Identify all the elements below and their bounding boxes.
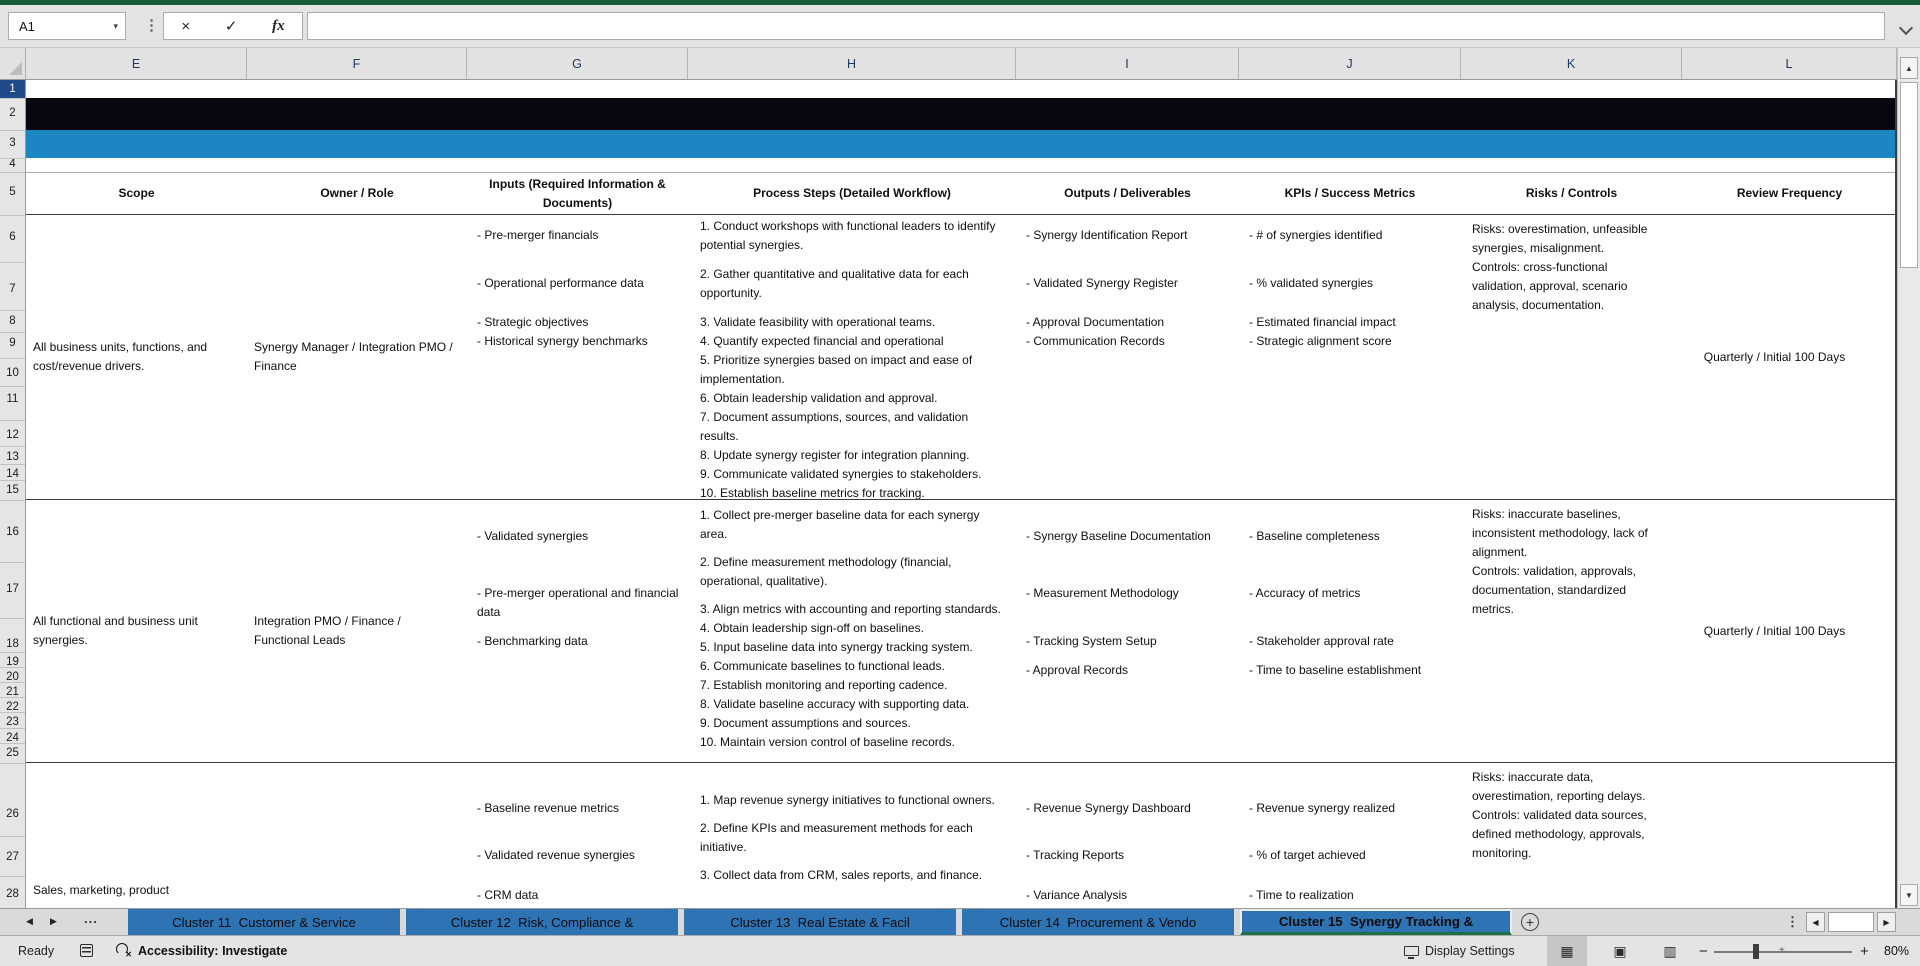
row-divider bbox=[0, 562, 25, 563]
tab-cluster-11[interactable] bbox=[128, 909, 400, 935]
row-divider bbox=[0, 158, 25, 159]
row-divider bbox=[0, 464, 25, 465]
cell-process-steps[interactable] bbox=[688, 215, 1016, 499]
status-bar bbox=[0, 935, 1920, 966]
header-cell-scope[interactable]: Scope bbox=[118, 186, 155, 200]
tabs-scroll-left-icon[interactable]: ◀ bbox=[26, 916, 33, 926]
kpi-item: - # of synergies identified bbox=[1249, 228, 1383, 242]
output-item: - Tracking Reports bbox=[1026, 848, 1125, 862]
display-settings-button[interactable] bbox=[1404, 936, 1515, 966]
controls-text: Controls: cross-functional validation, approval, scenario analysis, documentation. bbox=[1472, 260, 1628, 312]
row-header[interactable]: 7 bbox=[9, 283, 16, 295]
row-header[interactable]: 23 bbox=[6, 716, 19, 728]
header-cell-risks-controls[interactable]: Risks / Controls bbox=[1525, 186, 1618, 200]
row-header[interactable]: 2 bbox=[9, 107, 16, 119]
cell-owner-role[interactable] bbox=[247, 500, 467, 762]
row-header[interactable]: 26 bbox=[6, 808, 19, 820]
process-step: 2. Define KPIs and measurement methods for each initiative. bbox=[700, 821, 973, 854]
display-settings-label: Display Settings bbox=[1425, 944, 1515, 958]
cell-review-frequency[interactable] bbox=[1682, 215, 1897, 499]
row-divider bbox=[0, 358, 25, 359]
process-step: 10. Maintain version control of baseline records. bbox=[700, 735, 955, 749]
cell-scope[interactable] bbox=[26, 500, 247, 762]
output-item: - Variance Analysis bbox=[1026, 888, 1128, 902]
expand-formula-bar-icon[interactable] bbox=[1899, 21, 1913, 35]
scope-text: Sales, marketing, product bbox=[33, 883, 170, 897]
header-cell-outputs[interactable]: Outputs / Deliverables bbox=[1064, 186, 1191, 200]
zoom-level[interactable]: 80% bbox=[1884, 944, 1910, 958]
output-item: - Synergy Baseline Documentation bbox=[1026, 529, 1211, 543]
cell-risks-controls[interactable] bbox=[1461, 500, 1682, 762]
select-all-triangle-icon bbox=[9, 62, 22, 75]
sheet-tab-bar bbox=[0, 908, 1920, 935]
zoom-in-button[interactable]: + bbox=[1860, 942, 1869, 960]
tab-cluster-15-active[interactable] bbox=[1240, 909, 1512, 935]
risks-text: Risks: inaccurate baselines, inconsistent methodology, lack of alignment. bbox=[1472, 507, 1648, 559]
output-item: - Approval Documentation bbox=[1026, 315, 1165, 329]
kpi-item: - % of target achieved bbox=[1249, 848, 1366, 862]
record-row-revenue-synergy bbox=[26, 763, 1895, 908]
process-step: 10. Establish baseline metrics for tracking. bbox=[700, 486, 925, 499]
row-header[interactable]: 21 bbox=[6, 686, 19, 698]
cell-process-steps[interactable] bbox=[688, 763, 1016, 908]
kpi-item: - Baseline completeness bbox=[1249, 529, 1380, 543]
cell-owner-role[interactable] bbox=[247, 215, 467, 499]
process-step: 1. Collect pre-merger baseline data for each synergy area. bbox=[700, 508, 980, 541]
column-header-k[interactable]: K bbox=[1461, 48, 1682, 79]
row-divider bbox=[0, 98, 25, 99]
tabs-scroll-right-icon[interactable]: ▶ bbox=[50, 916, 57, 926]
column-header-i[interactable]: I bbox=[1016, 48, 1239, 79]
row-divider bbox=[0, 332, 25, 333]
process-step: 3. Validate feasibility with operational teams. bbox=[700, 315, 936, 329]
row-header[interactable]: 6 bbox=[9, 231, 16, 243]
row-header[interactable]: 5 bbox=[9, 186, 16, 198]
name-box-value: A1 bbox=[19, 18, 35, 34]
zoom-out-button[interactable]: − bbox=[1699, 942, 1708, 960]
row-header[interactable]: 28 bbox=[6, 888, 19, 900]
input-item: - Baseline revenue metrics bbox=[477, 801, 620, 815]
display-settings-icon bbox=[1404, 946, 1419, 956]
status-ready: Ready bbox=[18, 944, 55, 958]
cell-inputs[interactable] bbox=[467, 763, 688, 908]
row-header[interactable]: 27 bbox=[6, 851, 19, 863]
owner-text: Synergy Manager / Integration PMO / Finance bbox=[254, 340, 453, 373]
row-header[interactable]: 4 bbox=[9, 158, 16, 170]
row-header[interactable]: 16 bbox=[6, 526, 19, 538]
kpi-item: - Time to baseline establishment bbox=[1249, 663, 1422, 677]
risks-text: Risks: overestimation, unfeasible synergies, misalignment. bbox=[1472, 222, 1648, 255]
row-header[interactable]: 3 bbox=[9, 137, 16, 149]
row-header[interactable]: 19 bbox=[6, 656, 19, 668]
controls-text: Controls: validated data sources, defined methodology, approvals, monitoring. bbox=[1472, 808, 1647, 860]
tab-cluster-12[interactable] bbox=[406, 909, 678, 935]
row-divider bbox=[0, 310, 25, 311]
process-step: 1. Conduct workshops with functional leaders to identify potential synergies. bbox=[700, 219, 996, 252]
enter-button[interactable]: ✓ bbox=[219, 17, 244, 35]
process-step: 8. Validate baseline accuracy with supporting data. bbox=[700, 697, 970, 711]
title-band bbox=[26, 98, 1895, 130]
vertical-scrollbar[interactable] bbox=[1897, 48, 1920, 908]
kpi-item: - % validated synergies bbox=[1249, 276, 1374, 290]
output-item: - Measurement Methodology bbox=[1026, 586, 1179, 600]
scroll-up-icon[interactable]: ▲ bbox=[1900, 57, 1918, 79]
row-divider bbox=[0, 728, 25, 729]
row-divider bbox=[0, 386, 25, 387]
input-item: - CRM data bbox=[477, 888, 539, 902]
process-step: 5. Prioritize synergies based on impact and ease of implementation. bbox=[700, 353, 973, 386]
row-divider bbox=[0, 130, 25, 131]
header-cell-review-frequency[interactable]: Review Frequency bbox=[1736, 186, 1843, 200]
row-divider bbox=[0, 652, 25, 653]
process-step: 1. Map revenue synergy initiatives to functional owners. bbox=[700, 793, 995, 807]
input-item: - Pre-merger financials bbox=[477, 228, 599, 242]
cell-outputs[interactable] bbox=[1016, 763, 1239, 908]
row-divider bbox=[0, 420, 25, 421]
cell-review-frequency[interactable] bbox=[1682, 763, 1895, 908]
input-item: - Operational performance data bbox=[477, 276, 644, 290]
kpi-item: - Revenue synergy realized bbox=[1249, 801, 1396, 815]
tab-label: Cluster 11 Customer & Service bbox=[172, 914, 356, 930]
input-item: - Validated revenue synergies bbox=[477, 848, 635, 862]
row-header[interactable]: 11 bbox=[6, 393, 19, 405]
cell-outputs[interactable] bbox=[1016, 500, 1239, 762]
header-cell-process-steps[interactable]: Process Steps (Detailed Workflow) bbox=[753, 186, 951, 200]
process-step: 7. Document assumptions, sources, and validation results. bbox=[700, 410, 969, 443]
row-header[interactable]: 24 bbox=[6, 732, 19, 744]
cancel-button[interactable]: × bbox=[175, 18, 196, 35]
tabs-overflow-button[interactable]: ... bbox=[84, 911, 98, 926]
tab-label: Cluster 12 Risk, Compliance & bbox=[450, 914, 634, 930]
zoom-slider-thumb[interactable] bbox=[1753, 944, 1759, 959]
process-step: 9. Communicate validated synergies to stakeholders. bbox=[700, 467, 982, 481]
row-divider bbox=[0, 743, 25, 744]
sheet-tabs bbox=[128, 909, 1512, 935]
cell-risks-controls[interactable] bbox=[1461, 215, 1682, 499]
process-step: 6. Obtain leadership validation and approval. bbox=[700, 391, 938, 405]
process-step: 2. Gather quantitative and qualitative data for each opportunity. bbox=[700, 267, 969, 300]
header-cell-kpis[interactable]: KPIs / Success Metrics bbox=[1284, 186, 1416, 200]
kpi-item: - Accuracy of metrics bbox=[1249, 586, 1361, 600]
row-header-1[interactable]: 1 bbox=[0, 80, 25, 98]
process-step: 8. Update synergy register for integration planning. bbox=[700, 448, 970, 462]
cell-kpis[interactable] bbox=[1239, 763, 1461, 908]
output-item: - Synergy Identification Report bbox=[1026, 228, 1188, 242]
row-headers bbox=[0, 80, 26, 908]
input-item: - Validated synergies bbox=[477, 529, 589, 543]
input-item: - Historical synergy benchmarks bbox=[477, 334, 648, 348]
process-step: 4. Obtain leadership sign-off on baselines. bbox=[700, 621, 924, 635]
row-header[interactable]: 14 bbox=[6, 468, 19, 480]
kpi-item: - Stakeholder approval rate bbox=[1249, 634, 1394, 648]
row-divider bbox=[0, 876, 25, 877]
cell-kpis[interactable] bbox=[1239, 500, 1461, 762]
select-all-corner[interactable] bbox=[0, 48, 26, 79]
sheet-grid[interactable] bbox=[26, 80, 1897, 908]
name-box-dropdown-icon[interactable]: ▾ bbox=[113, 20, 118, 31]
process-step: 9. Document assumptions and sources. bbox=[700, 716, 911, 730]
review-text: Quarterly / Initial 100 Days bbox=[1703, 349, 1846, 364]
row-divider bbox=[0, 215, 25, 216]
row-header[interactable]: 20 bbox=[6, 671, 19, 683]
tab-label: Cluster 14 Procurement & Vendo bbox=[999, 914, 1197, 930]
tab-bar-options-icon[interactable]: ⋮ bbox=[1786, 914, 1799, 929]
output-item: - Approval Records bbox=[1026, 663, 1129, 677]
process-step: 3. Collect data from CRM, sales reports, and finance. bbox=[700, 868, 983, 882]
scope-text: All business units, functions, and cost/revenue drivers. bbox=[33, 340, 208, 373]
normal-view-button[interactable]: ▦ bbox=[1547, 936, 1587, 966]
row-divider bbox=[0, 667, 25, 668]
subtitle-band bbox=[26, 130, 1895, 158]
kpi-item: - Strategic alignment score bbox=[1249, 334, 1392, 348]
page-layout-view-button[interactable]: ▣ bbox=[1613, 942, 1627, 959]
output-item: - Validated Synergy Register bbox=[1026, 276, 1178, 290]
process-step: 2. Define measurement methodology (financial, operational, qualitative). bbox=[700, 555, 952, 588]
row-header[interactable]: 15 bbox=[6, 484, 19, 496]
output-item: - Revenue Synergy Dashboard bbox=[1026, 801, 1191, 815]
output-item: - Tracking System Setup bbox=[1026, 634, 1157, 648]
row-divider bbox=[0, 500, 25, 501]
column-header-f[interactable]: F bbox=[247, 48, 467, 79]
vertical-scrollbar-thumb[interactable] bbox=[1900, 82, 1918, 268]
macro-record-icon[interactable] bbox=[80, 944, 93, 957]
output-item: - Communication Records bbox=[1026, 334, 1165, 348]
column-header-g[interactable]: G bbox=[467, 48, 688, 79]
input-item: - Benchmarking data bbox=[477, 634, 588, 648]
row-header[interactable]: 13 bbox=[6, 451, 19, 463]
cell-owner-role[interactable] bbox=[247, 763, 467, 908]
row-header[interactable]: 9 bbox=[9, 337, 16, 349]
row-divider bbox=[0, 446, 25, 447]
formula-bar-options-icon[interactable]: ⋮ bbox=[144, 17, 159, 34]
formula-button-group bbox=[163, 12, 303, 40]
row-header[interactable]: 10 bbox=[6, 367, 19, 379]
header-cell-owner-role[interactable]: Owner / Role bbox=[320, 186, 394, 200]
insert-function-button[interactable]: fx bbox=[266, 18, 291, 35]
cell-inputs[interactable] bbox=[467, 215, 688, 499]
row-divider bbox=[0, 712, 25, 713]
column-header-l[interactable]: L bbox=[1682, 48, 1897, 79]
row-header[interactable]: 8 bbox=[9, 315, 16, 327]
kpi-item: - Time to realization bbox=[1249, 888, 1354, 902]
page-break-view-button[interactable]: ▥ bbox=[1663, 942, 1677, 959]
cell-risks-controls[interactable] bbox=[1461, 763, 1682, 908]
zoom-100-tick: + bbox=[1779, 945, 1785, 956]
row-header[interactable]: 25 bbox=[6, 747, 19, 759]
accessibility-icon: ✕ bbox=[116, 943, 130, 957]
tab-cluster-14[interactable] bbox=[962, 909, 1234, 935]
input-item: - Pre-merger operational and financial data bbox=[477, 586, 679, 619]
cell-scope[interactable] bbox=[26, 215, 247, 499]
scope-text: All functional and business unit synergies. bbox=[33, 614, 198, 647]
formula-bar-row bbox=[0, 5, 1920, 48]
risks-text: Risks: inaccurate data, overestimation, reporting delays. bbox=[1472, 770, 1646, 803]
scroll-down-icon[interactable]: ▼ bbox=[1900, 884, 1918, 906]
plus-icon: + bbox=[1525, 914, 1535, 930]
row-divider bbox=[0, 172, 25, 173]
column-header-j[interactable]: J bbox=[1239, 48, 1461, 79]
cell-outputs[interactable] bbox=[1016, 215, 1239, 499]
record-row-synergy-identification bbox=[26, 215, 1895, 500]
process-step: 3. Align metrics with accounting and reporting standards. bbox=[700, 602, 1001, 616]
review-text: Quarterly / Initial 100 Days bbox=[1703, 623, 1846, 638]
column-headers bbox=[0, 48, 1897, 80]
row-divider bbox=[0, 836, 25, 837]
process-step: 4. Quantify expected financial and operational bbox=[700, 334, 944, 348]
hscroll-left-icon[interactable]: ◀ bbox=[1806, 912, 1825, 932]
input-item: - Strategic objectives bbox=[477, 315, 589, 329]
row-divider bbox=[0, 262, 25, 263]
row-divider bbox=[0, 618, 25, 619]
tab-label: Cluster 13 Real Estate & Facil bbox=[730, 914, 910, 930]
column-header-h[interactable]: H bbox=[688, 48, 1016, 79]
record-row-baseline-establishment bbox=[26, 500, 1895, 763]
row-divider bbox=[0, 682, 25, 683]
row-header[interactable]: 22 bbox=[6, 701, 19, 713]
hscroll-right-icon[interactable]: ▶ bbox=[1877, 912, 1896, 932]
cell-review-frequency[interactable] bbox=[1682, 500, 1897, 762]
tab-cluster-13[interactable] bbox=[684, 909, 956, 935]
process-step: 6. Communicate baselines to functional leads. bbox=[700, 659, 945, 673]
accessibility-status[interactable]: Accessibility: Investigate bbox=[138, 944, 288, 958]
new-sheet-button[interactable] bbox=[1521, 913, 1539, 931]
cell-process-steps[interactable] bbox=[688, 500, 1016, 762]
horizontal-scrollbar-thumb[interactable] bbox=[1828, 912, 1874, 932]
row-divider bbox=[0, 763, 25, 764]
owner-text: Integration PMO / Finance / Functional Leads bbox=[254, 614, 401, 647]
cell-kpis[interactable] bbox=[1239, 215, 1461, 499]
row-header[interactable]: 18 bbox=[6, 638, 19, 650]
table-header-row bbox=[26, 172, 1895, 215]
tab-label: Cluster 15 Synergy Tracking & bbox=[1278, 914, 1474, 929]
row-header[interactable]: 12 bbox=[6, 429, 19, 441]
name-box[interactable] bbox=[8, 12, 126, 40]
column-header-e[interactable]: E bbox=[26, 48, 247, 79]
cell-scope[interactable] bbox=[26, 763, 247, 908]
controls-text: Controls: validation, approvals, documentation, standardized metrics. bbox=[1472, 564, 1637, 616]
cell-inputs[interactable] bbox=[467, 500, 688, 762]
formula-input[interactable] bbox=[307, 12, 1885, 40]
process-step: 5. Input baseline data into synergy tracking system. bbox=[700, 640, 973, 654]
row-divider bbox=[0, 480, 25, 481]
header-cell-inputs[interactable]: Inputs (Required Information & Documents) bbox=[489, 176, 666, 210]
row-header[interactable]: 17 bbox=[6, 583, 19, 595]
process-step: 7. Establish monitoring and reporting cadence. bbox=[700, 678, 948, 692]
row-divider bbox=[0, 697, 25, 698]
kpi-item: - Estimated financial impact bbox=[1249, 315, 1396, 329]
